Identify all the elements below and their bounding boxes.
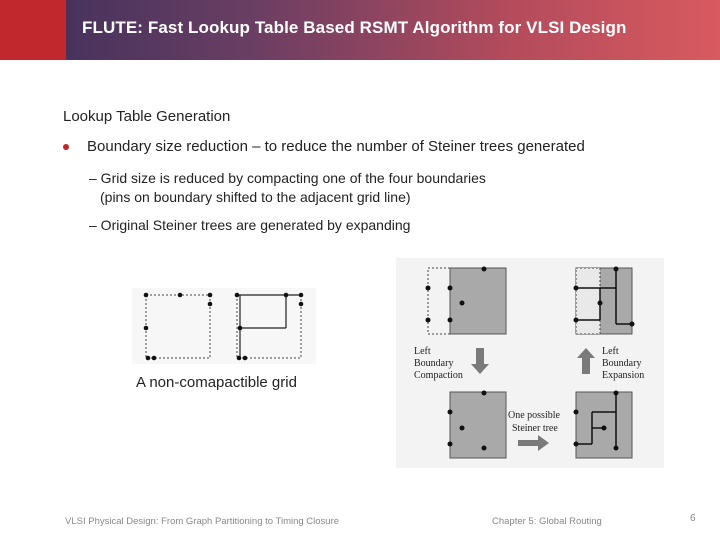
pin: [146, 356, 151, 361]
pin: [299, 302, 304, 307]
pin: [482, 267, 487, 272]
steiner-tree-label: Steiner tree: [512, 423, 558, 434]
grid-region: [450, 268, 506, 334]
pin: [448, 318, 453, 323]
expanded-region: [576, 268, 600, 334]
pin: [448, 442, 453, 447]
footer-chapter: Chapter 5: Global Routing: [492, 516, 602, 527]
grid-box-left: [146, 295, 210, 358]
pin: [144, 326, 149, 331]
pin: [460, 426, 465, 431]
pin: [238, 326, 243, 331]
left-compaction-label-1: Left: [414, 346, 431, 357]
pin: [235, 293, 240, 298]
pin: [614, 446, 619, 451]
pin: [152, 356, 157, 361]
up-arrow-icon: [577, 348, 595, 374]
grid-diagram: [132, 288, 316, 364]
pin: [574, 442, 579, 447]
compaction-expansion-figure: [396, 258, 664, 468]
down-arrow-icon: [471, 348, 489, 374]
pin: [426, 318, 431, 323]
title-bar: [0, 0, 720, 60]
bullet-text: Boundary size reduction – to reduce the number of Steiner trees generated: [87, 138, 585, 155]
pin: [208, 293, 213, 298]
title-accent-block: [0, 0, 66, 60]
non-compactible-grid-figure: [132, 288, 316, 364]
pin: [482, 446, 487, 451]
grid-region: [450, 392, 506, 458]
bullet-item: [63, 138, 585, 155]
left-compaction-label-3: Compaction: [414, 370, 463, 381]
pin: [574, 318, 579, 323]
grid-box-right: [237, 295, 301, 358]
pin: [243, 356, 248, 361]
compaction-diagram: [396, 258, 664, 468]
pin: [448, 410, 453, 415]
one-possible-label: One possible: [508, 410, 560, 421]
pin: [178, 293, 183, 298]
pin: [574, 410, 579, 415]
figure-left-caption: A non-comapactible grid: [136, 374, 297, 391]
pin: [208, 302, 213, 307]
pin: [299, 293, 304, 298]
pin: [602, 426, 607, 431]
right-expansion-label-3: Expansion: [602, 370, 645, 381]
sub-item-1-line2: (pins on boundary shifted to the adjacent grid line): [100, 189, 411, 205]
pin: [574, 286, 579, 291]
footer-book-title: VLSI Physical Design: From Graph Partitioning to Timing Closure: [65, 516, 340, 527]
grid-region: [576, 392, 632, 458]
sub-item-2: – Original Steiner trees are generated by expanding: [89, 217, 411, 233]
right-arrow-icon: [518, 435, 549, 451]
right-expansion-label-1: Left: [602, 346, 619, 357]
pin: [630, 322, 635, 327]
sub-item-1: [89, 169, 486, 207]
section-heading: Lookup Table Generation: [63, 108, 231, 125]
pin: [614, 267, 619, 272]
pin: [144, 293, 149, 298]
right-expansion-label-2: Boundary: [602, 358, 642, 369]
pin: [482, 391, 487, 396]
left-compaction-label-2: Boundary: [414, 358, 454, 369]
bullet-dot-icon: [63, 144, 69, 150]
pin: [284, 293, 289, 298]
pin: [448, 286, 453, 291]
pin: [598, 301, 603, 306]
sub-item-1-line1: – Grid size is reduced by compacting one of the four boundaries: [89, 170, 486, 186]
pin: [237, 356, 242, 361]
pin: [614, 391, 619, 396]
page-number: 6: [690, 513, 696, 524]
pin: [426, 286, 431, 291]
pin: [460, 301, 465, 306]
slide-title: FLUTE: Fast Lookup Table Based RSMT Algorithm for VLSI Design: [82, 18, 627, 37]
